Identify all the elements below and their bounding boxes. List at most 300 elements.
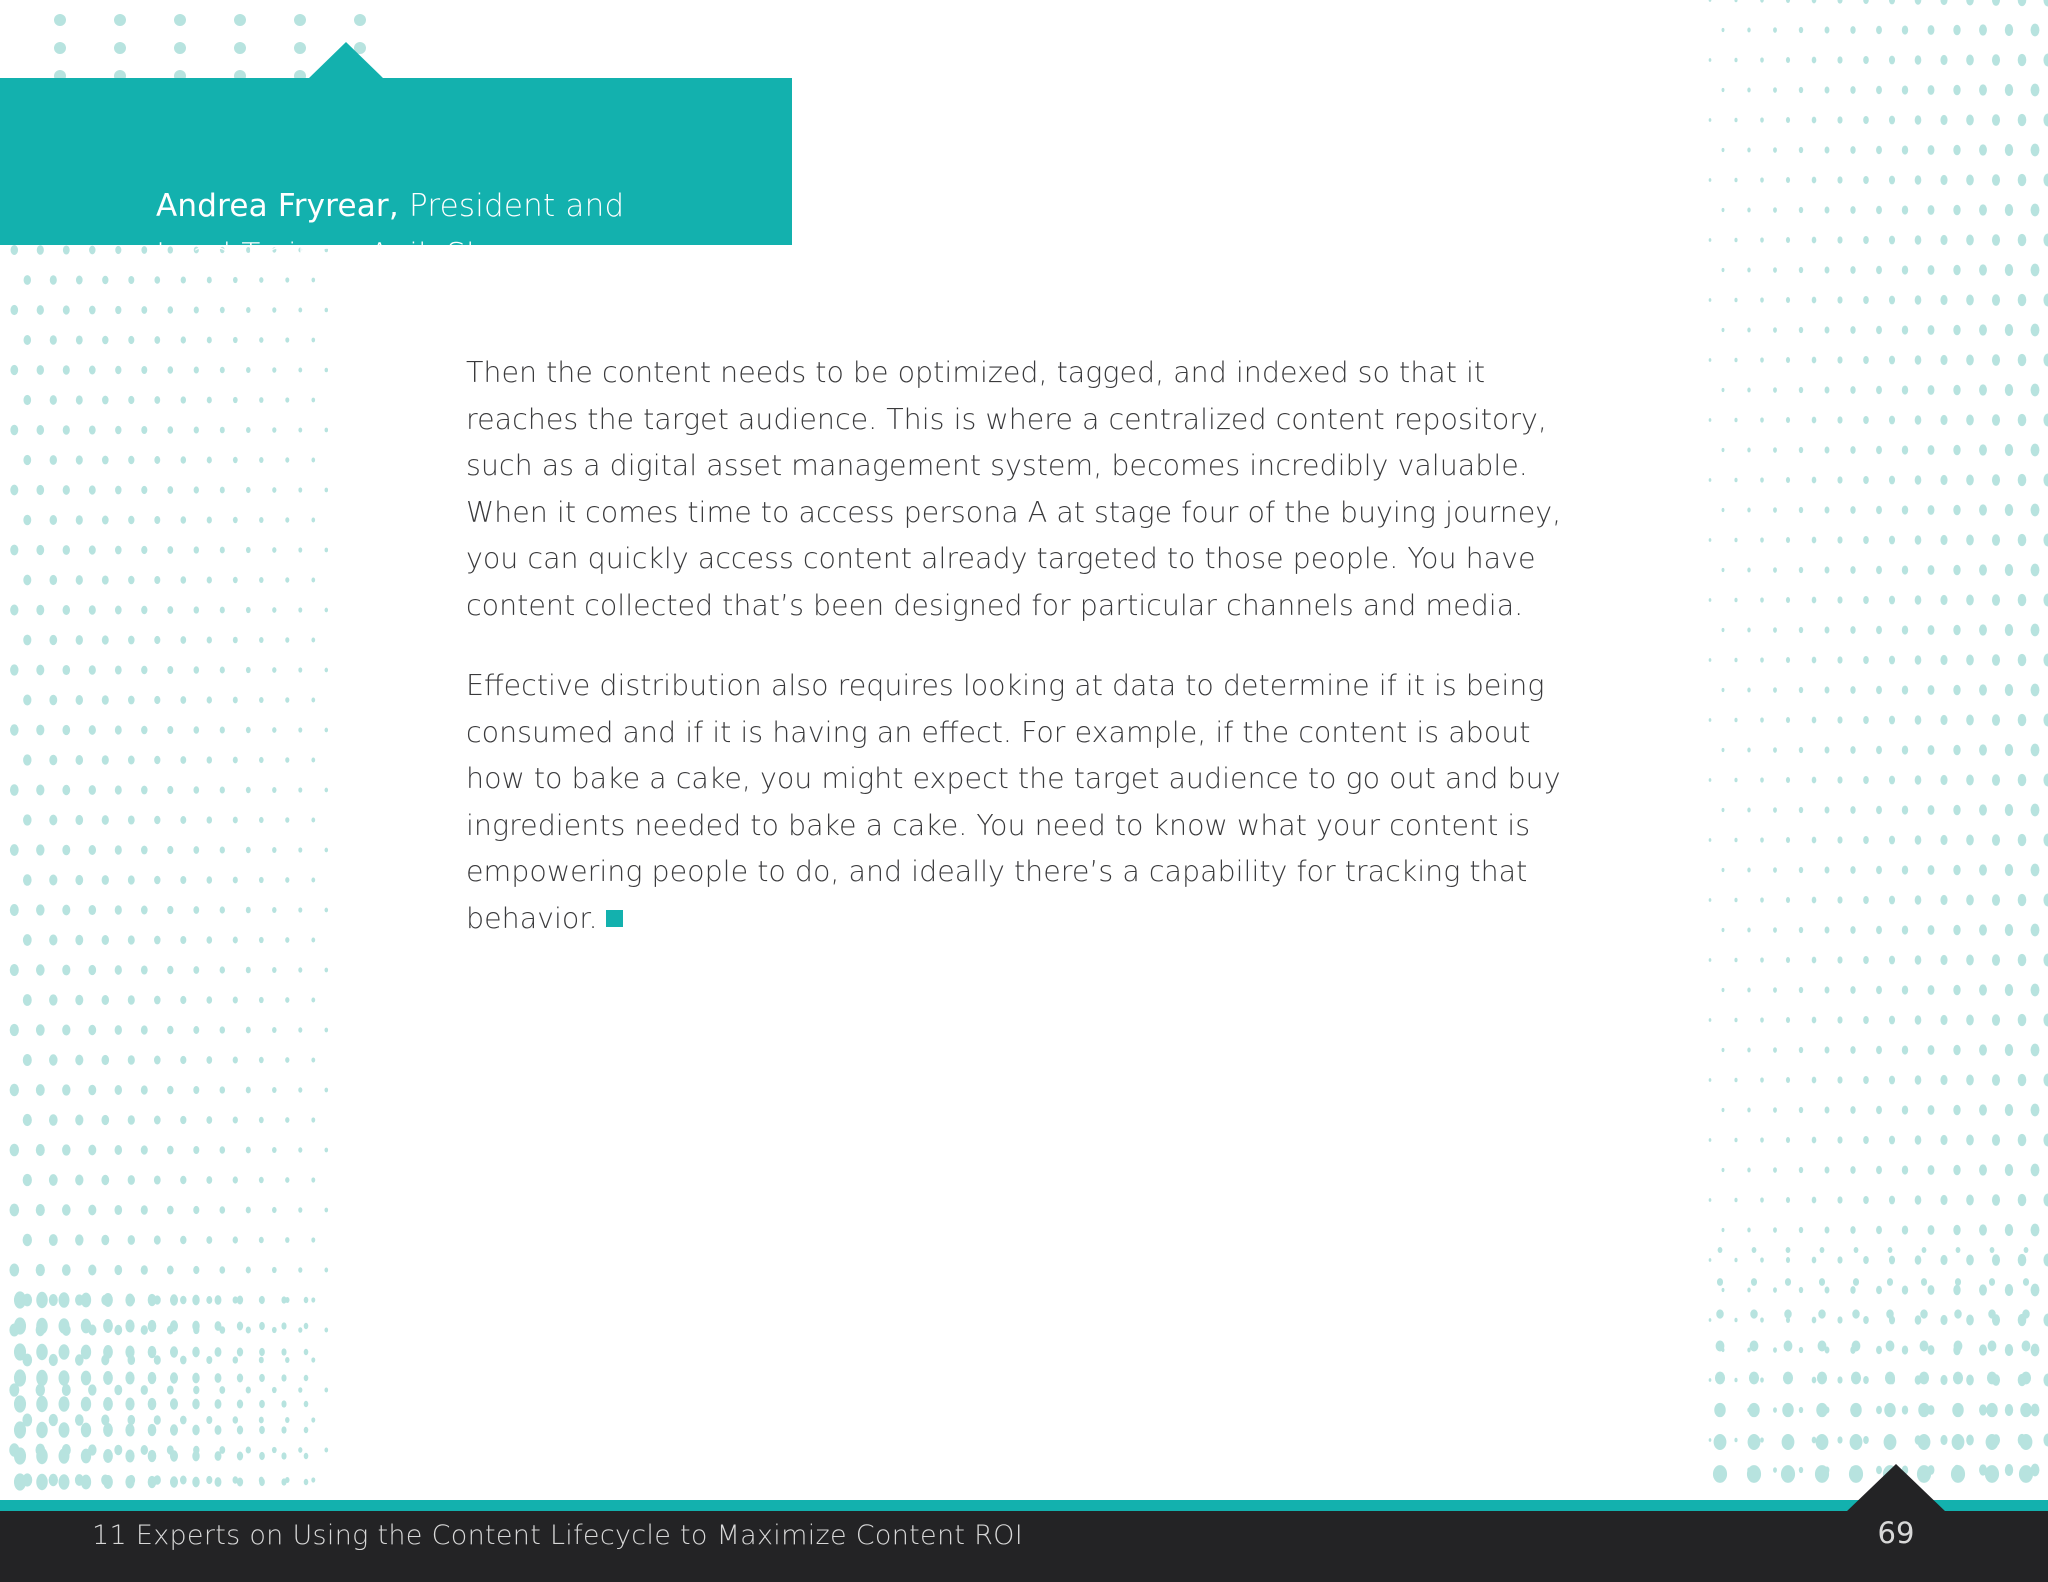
pattern-dot [311,877,315,882]
pattern-dot [14,1395,26,1412]
pattern-dot [2043,1134,2048,1147]
pattern-dot [1928,145,1935,155]
pattern-dot [246,667,251,673]
pattern-dot [259,1400,265,1408]
pattern-dot [1902,325,1908,334]
pattern-dot [1734,58,1737,63]
pattern-dot [1734,658,1737,663]
pattern-dot [285,637,289,643]
pattern-dot [2043,294,2048,307]
pattern-dot [233,517,238,523]
pattern-dot [311,937,315,942]
pattern-dot [325,728,329,733]
pattern-dot [81,1397,91,1412]
pattern-dot [11,245,18,255]
pattern-dot [63,665,71,675]
pattern-dot [128,756,135,765]
pattern-dot [246,547,251,553]
pattern-dot [1956,1247,1961,1253]
pattern-dot [2043,1314,2048,1327]
pattern-dot [1786,717,1790,723]
pattern-dot [1812,897,1817,904]
pattern-dot [1850,566,1855,574]
pattern-dot [2018,0,2027,6]
pattern-dot [1919,1372,1929,1385]
pattern-dot [1953,145,1960,156]
pattern-dot [304,1323,309,1330]
pattern-dot [1773,1107,1777,1113]
pattern-dot [1863,56,1869,64]
pattern-dot [180,1416,187,1425]
pattern-dot [285,877,289,883]
pattern-dot [181,396,186,403]
pattern-dot [1748,1434,1761,1450]
pattern-dot [1966,835,1974,846]
pattern-dot [1812,537,1817,544]
pattern-dot [298,1447,302,1453]
pattern-dot [1734,958,1737,963]
pattern-dot [1992,1194,2000,1206]
pattern-dot [1734,1138,1737,1143]
pattern-dot [49,994,57,1005]
pattern-dot [88,1205,96,1216]
pattern-dot [285,1417,289,1423]
pattern-dot [1887,1278,1893,1286]
pattern-dot [1850,146,1855,154]
pattern-dot [1812,357,1817,364]
pattern-dot [102,456,109,465]
pattern-dot [246,1387,251,1394]
pattern-dot [10,1204,20,1217]
pattern-dot [1734,418,1737,423]
pattern-dot [1940,1015,1947,1025]
pattern-dot [1825,747,1830,754]
pattern-dot [1750,1309,1757,1318]
pattern-dot [192,1425,199,1436]
pattern-dot [1760,657,1764,662]
pattern-dot [23,575,31,586]
pattern-dot [1850,86,1855,94]
pattern-dot [76,755,84,765]
pattern-dot [1889,56,1895,65]
pattern-dot [75,815,83,825]
pattern-dot [1889,416,1895,425]
pattern-dot [1863,116,1869,124]
pattern-dot [10,904,19,916]
pattern-dot [154,1415,161,1425]
pattern-dot [1953,385,1960,396]
pattern-dot [1786,1077,1790,1083]
pattern-dot [1988,1309,1995,1318]
pattern-dot [1966,1195,1974,1206]
pattern-dot [10,1084,19,1096]
pattern-dot [115,905,122,915]
pattern-dot [272,1087,277,1093]
pattern-dot [1773,867,1777,873]
pattern-dot [1915,475,1922,484]
pattern-dot [1953,1285,1960,1296]
pattern-dot [36,1144,45,1156]
pattern-dot [170,1294,178,1305]
author-title-line1: President and [398,188,625,224]
pattern-dot [2018,414,2027,426]
pattern-dot [10,844,19,856]
pattern-dot [1966,1255,1974,1266]
pattern-dot [1986,1434,1999,1450]
pattern-dot [1902,1285,1908,1294]
pattern-dot [272,487,276,493]
pattern-dot [1953,805,1960,816]
pattern-dot [1863,896,1869,904]
pattern-dot [128,336,134,344]
pattern-dot [192,1295,199,1306]
pattern-dot [1885,1372,1895,1385]
pattern-dot [272,907,276,913]
pattern-dot [1752,1247,1757,1253]
pattern-dot [1734,1378,1737,1383]
pattern-dot [1837,176,1842,183]
pattern-dot [206,1236,212,1244]
pattern-dot [193,1386,199,1394]
pattern-dot [237,1374,243,1383]
pattern-dot [259,1117,264,1123]
pattern-dot [1734,598,1737,603]
pattern-dot [1837,1076,1842,1083]
pattern-dot [54,42,66,54]
pattern-dot [36,904,44,915]
pattern-dot [1876,266,1882,274]
pattern-dot [1902,25,1908,34]
pattern-dot [1722,928,1725,932]
pattern-dot [1918,1403,1929,1417]
pattern-dot [298,307,302,312]
pattern-dot [76,695,83,705]
pattern-dot [1825,267,1830,274]
pattern-dot [170,1424,178,1435]
pattern-dot [102,575,109,584]
pattern-dot [1902,145,1908,154]
pattern-dot [1979,684,1987,695]
pattern-dot [311,398,315,403]
pattern-dot [1760,837,1764,842]
pattern-dot [1773,327,1777,333]
pattern-dot [14,1291,26,1308]
pattern-dot [1915,1195,1922,1204]
pattern-dot [1915,355,1922,364]
pattern-dot [1902,805,1908,814]
pattern-dot [2005,744,2013,756]
pattern-dot [10,1024,19,1036]
pattern-dot [1928,565,1935,575]
pattern-dot [1979,1224,1987,1235]
pattern-dot [1722,448,1725,452]
pattern-dot [141,1025,148,1034]
pattern-dot [2043,354,2048,367]
pattern-dot [1915,595,1922,604]
pattern-dot [1825,87,1830,94]
pattern-dot [1863,1076,1869,1084]
pattern-dot [259,337,263,343]
pattern-dot [81,1449,91,1464]
pattern-dot [1953,265,1960,276]
pattern-dot [141,1205,148,1214]
pattern-dot [1902,385,1908,394]
pattern-dot [1876,146,1882,154]
pattern-dot [1773,387,1777,393]
pattern-dot [2005,24,2013,36]
pattern-dot [167,366,173,373]
pattern-dot [127,1415,135,1425]
pattern-dot [1747,628,1750,633]
pattern-dot [1863,356,1869,364]
pattern-dot [154,756,160,764]
pattern-dot [1717,1278,1723,1286]
pattern-dot [63,485,70,495]
pattern-dot [233,757,238,764]
pattern-dot [63,365,70,374]
pattern-dot [36,1292,48,1308]
pattern-dot [233,1116,238,1123]
pattern-dot [1915,1255,1922,1264]
pattern-dot [2024,1247,2029,1253]
pattern-dot [1850,1226,1855,1234]
pattern-dot [192,1399,199,1410]
pattern-dot [1747,448,1750,453]
pattern-dot [1837,1196,1842,1203]
pattern-dot [233,457,238,463]
pattern-dot [237,1426,243,1435]
pattern-dot [1953,865,1960,876]
pattern-dot [2018,774,2027,786]
pattern-dot [1850,1286,1855,1294]
pattern-dot [2043,594,2048,607]
pattern-dot [1760,957,1764,962]
pattern-dot [281,1452,286,1459]
pattern-dot [14,1317,26,1334]
pattern-dot [1876,866,1882,874]
pattern-dot [294,14,306,26]
pattern-dot [180,1056,186,1064]
pattern-dot [1876,686,1882,694]
pattern-dot [1940,235,1947,245]
pattern-dot [1992,174,2000,186]
pattern-dot [1785,1278,1791,1286]
pattern-dot [1812,597,1817,604]
pattern-dot [1992,54,2000,66]
pattern-dot [103,1293,113,1307]
pattern-dot [1734,1438,1737,1443]
pattern-dot [1709,1018,1712,1022]
pattern-dot [102,755,109,765]
pattern-dot [1837,956,1842,963]
pattern-dot [1825,1287,1830,1294]
pattern-dot [1786,1257,1790,1263]
pattern-dot [59,1448,70,1464]
pattern-dot [2020,1403,2031,1417]
pattern-dot [285,1177,289,1183]
pattern-dot [246,967,251,974]
pattern-dot [36,485,44,495]
pattern-dot [24,275,31,285]
pattern-dot [10,305,18,315]
pattern-dot [1928,1345,1935,1355]
pattern-dot [1886,1309,1893,1318]
pattern-dot [1966,1135,1974,1146]
pattern-dot [259,1322,265,1330]
pattern-dot [311,338,315,343]
pattern-dot [1773,1227,1777,1233]
pattern-dot [14,1447,26,1464]
pattern-dot [1990,1247,1995,1253]
pattern-dot [23,1234,32,1247]
pattern-dot [298,1327,302,1333]
pattern-dot [1953,1225,1960,1236]
pattern-dot [59,1370,70,1386]
pattern-dot [128,396,134,404]
pattern-dot [1812,1377,1817,1384]
pattern-dot [1966,1075,1974,1086]
pattern-dot [141,306,147,314]
pattern-dot [1773,987,1777,993]
pattern-dot [102,1055,110,1065]
pattern-dot [75,1115,83,1126]
pattern-dot [1966,55,1974,66]
pattern-dot [1722,1228,1725,1232]
pattern-dot [81,1475,91,1490]
pattern-dot [2031,924,2040,937]
pattern-dot [1734,238,1737,243]
pattern-dot [246,727,251,733]
pattern-dot [304,1375,309,1382]
pattern-dot [75,875,83,885]
pattern-dot [1837,296,1842,303]
pattern-dot [2005,624,2013,636]
pattern-dot [1816,1434,1829,1450]
pattern-dot [272,727,276,733]
pattern-dot [246,1446,251,1453]
pattern-dot [1837,596,1842,603]
pattern-dot [2031,84,2040,97]
pattern-dot [233,697,238,704]
pattern-dot [154,396,160,404]
pattern-dot [272,787,276,793]
pattern-dot [1851,1372,1861,1385]
pattern-dot [237,1478,243,1487]
pattern-dot [1837,116,1842,123]
pattern-dot [1979,204,1987,215]
pattern-dot [76,575,83,585]
pattern-dot [76,335,83,344]
pattern-dot [1747,1108,1750,1113]
pattern-dot [88,1025,96,1035]
pattern-dot [63,545,70,555]
pattern-dot [59,1474,70,1490]
pattern-dot [1915,655,1922,664]
pattern-dot [259,997,264,1003]
pattern-dot [1915,1015,1922,1024]
pattern-dot [2031,864,2040,877]
pattern-dot [194,426,199,433]
pattern-dot [1876,566,1882,574]
pattern-dot [2043,0,2048,7]
pattern-dot [2031,1404,2040,1417]
pattern-dot [114,14,126,26]
pattern-dot [1953,85,1960,96]
pattern-dot [114,1325,122,1335]
pattern-dot [285,937,289,943]
pattern-dot [128,995,135,1004]
pattern-dot [1922,1247,1927,1253]
pattern-dot [259,637,264,643]
pattern-dot [1760,177,1764,182]
pattern-dot [141,1385,148,1395]
pattern-dot [304,1427,309,1434]
pattern-dot [102,815,109,825]
pattern-dot [1799,1347,1803,1353]
pattern-dot [1773,1347,1777,1353]
pattern-dot [1812,957,1817,964]
pattern-dot [141,906,148,915]
pattern-dot [1799,27,1803,33]
pattern-dot [233,997,238,1004]
pattern-dot [1979,1404,1987,1415]
pattern-dot [1902,1045,1908,1054]
pattern-dot [75,1055,83,1066]
pattern-dot [1986,1403,1997,1417]
pattern-dot [281,1426,286,1433]
pattern-dot [23,994,32,1006]
pattern-dot [1709,238,1712,242]
pattern-dot [325,368,328,373]
pattern-dot [272,307,276,313]
pattern-dot [1850,806,1855,814]
pattern-dot [1722,208,1725,212]
pattern-dot [1760,417,1764,422]
pattern-dot [1992,0,2000,6]
pattern-dot [128,456,134,464]
pattern-dot [1928,625,1935,635]
pattern-dot [1812,57,1817,64]
pattern-dot [1799,387,1803,393]
pattern-dot [1953,1165,1960,1176]
pattern-dot [1747,868,1750,873]
pattern-dot [206,1416,212,1424]
pattern-dot [2005,1404,2013,1416]
pattern-dot [23,515,31,526]
pattern-dot [1876,326,1882,334]
pattern-dot [1750,1341,1759,1352]
pattern-dot [167,666,173,674]
pattern-dot [1825,387,1830,394]
pattern-dot [1734,1318,1737,1323]
pattern-dot [1863,236,1869,244]
pattern-dot [50,275,57,284]
pattern-dot [125,1449,134,1462]
pattern-dot [1786,777,1790,783]
pattern-dot [125,1423,134,1436]
pattern-dot [1902,85,1908,94]
pattern-dot [141,1445,148,1455]
pattern-dot [194,606,200,613]
pattern-dot [1709,478,1712,482]
pattern-dot [285,457,289,462]
pattern-dot [1837,1436,1842,1443]
pattern-dot [325,668,329,673]
pattern-dot [2043,834,2048,847]
pattern-dot [1722,988,1725,992]
pattern-dot [49,635,57,645]
pattern-dot [1773,807,1777,813]
